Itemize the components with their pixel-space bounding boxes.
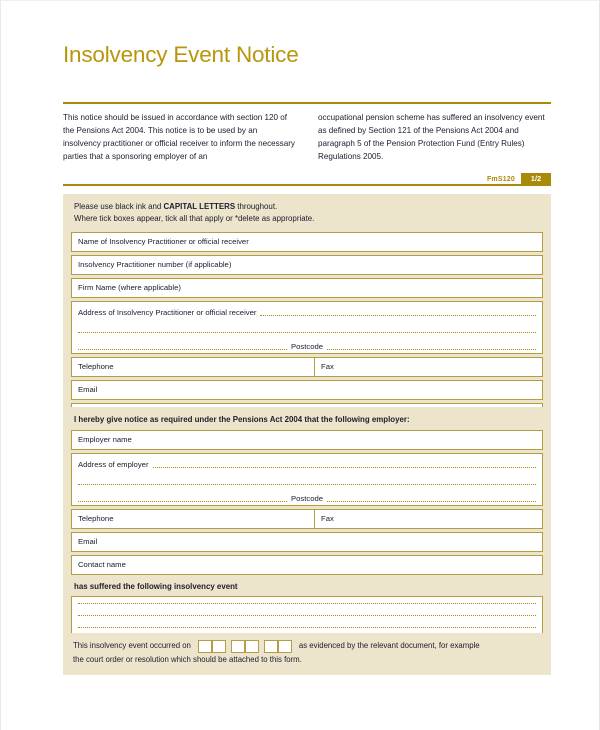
page-content: [63, 1, 551, 730]
practitioner-panel: [63, 194, 551, 431]
field-label: Firm Name (where applicable): [78, 282, 181, 292]
date-day-pair[interactable]: [198, 640, 226, 653]
employer-panel: [63, 407, 551, 650]
date-input-boxes[interactable]: [198, 640, 292, 653]
instruction-suffix: throughout.: [235, 202, 278, 211]
field-label: Employer name: [78, 435, 132, 445]
field-label: Telephone: [78, 361, 114, 371]
write-line: [260, 315, 536, 316]
date-box[interactable]: [231, 640, 245, 653]
write-line: [327, 349, 536, 350]
intro-paragraphs: [63, 111, 551, 163]
form-code-id: FmS120: [486, 176, 515, 183]
write-line: [78, 349, 287, 350]
address-line-2: [78, 471, 536, 488]
field-practitioner-number[interactable]: [71, 255, 543, 275]
insolvency-event-heading: has suffered the following insolvency event: [74, 582, 238, 592]
instruction-line-2: Where tick boxes appear, tick all that apply or *delete as appropriate.: [74, 214, 315, 224]
header-divider-rule: [63, 102, 551, 104]
statement-line-1: [73, 640, 541, 653]
field-label: Fax: [321, 361, 334, 371]
field-label: Name of Insolvency Practitioner or official receiver: [78, 236, 249, 246]
field-telephone[interactable]: [72, 510, 315, 528]
write-line: [78, 332, 536, 333]
instructions-text: [74, 201, 543, 226]
form-page-indicator: 1/2: [521, 173, 551, 185]
date-box[interactable]: [264, 640, 278, 653]
statement-line-2: the court order or resolution which should be attached to this form.: [73, 655, 302, 664]
field-label: Fax: [321, 514, 334, 524]
field-contact-name[interactable]: [71, 555, 543, 575]
event-date-statement: [63, 633, 551, 675]
address-line-2: [78, 319, 536, 336]
field-label: Email: [78, 537, 98, 547]
field-telephone[interactable]: [72, 358, 315, 376]
field-label: Insolvency Practitioner number (if applicable): [78, 259, 232, 269]
date-month-pair[interactable]: [231, 640, 259, 653]
address-line-3: [78, 488, 536, 505]
field-practitioner-address[interactable]: [71, 301, 543, 354]
write-line: [327, 501, 536, 502]
field-employer-address[interactable]: [71, 453, 543, 506]
field-employer-email[interactable]: [71, 532, 543, 552]
field-practitioner-email[interactable]: [71, 380, 543, 400]
field-label: Email: [78, 384, 98, 394]
statement-suffix: as evidenced by the relevant document, for example: [298, 641, 480, 651]
write-line: [78, 501, 287, 502]
write-line: [153, 467, 536, 468]
write-line: [78, 615, 536, 616]
intro-column-left: [63, 111, 296, 163]
write-line: [78, 627, 536, 628]
address-line-1: [78, 454, 536, 471]
postcode-label: Postcode: [290, 494, 324, 504]
write-line: [78, 484, 536, 485]
field-firm-name[interactable]: [71, 278, 543, 298]
section-divider-rule: [63, 184, 551, 186]
field-label: Address of Insolvency Practitioner or official receiver: [78, 307, 257, 317]
date-box[interactable]: [198, 640, 212, 653]
field-employer-telephone-fax[interactable]: [71, 509, 543, 529]
instruction-emphasis: CAPITAL LETTERS: [163, 202, 236, 211]
employer-section-heading: I hereby give notice as required under the Pensions Act 2004 that the following employer:: [74, 415, 410, 424]
address-line-3: [78, 336, 536, 353]
date-box[interactable]: [278, 640, 292, 653]
intro-column-right: [318, 111, 551, 163]
page-title: Insolvency Event Notice: [63, 42, 299, 67]
field-fax[interactable]: [315, 358, 542, 376]
field-label: Address of employer: [78, 460, 149, 470]
field-label: Telephone: [78, 514, 114, 524]
field-employer-name[interactable]: [71, 430, 543, 450]
field-label: Contact name: [78, 560, 126, 570]
postcode-label: Postcode: [290, 341, 324, 351]
date-year-pair[interactable]: [264, 640, 292, 653]
field-practitioner-telephone-fax[interactable]: [71, 357, 543, 377]
address-line-1: [78, 302, 536, 319]
intro-text-left: This notice should be issued in accordance with section 120 of the Pensions Act 2004. This notice is to be used by an insolvency practitioner or official receiver to inform the necessary parties that a sponsoring employer of an: [63, 113, 295, 162]
intro-text-right: occupational pension scheme has suffered an insolvency event as defined by Section 121 of the Pensions Act 2004 and paragraph 5 of the Pension Protection Fund (Entry Rules) Regulations 2005.: [318, 113, 545, 162]
date-box[interactable]: [245, 640, 259, 653]
statement-prefix: This insolvency event occurred on: [73, 641, 191, 651]
write-line: [78, 603, 536, 604]
field-fax[interactable]: [315, 510, 542, 528]
date-box[interactable]: [212, 640, 226, 653]
field-practitioner-name[interactable]: [71, 232, 543, 252]
instruction-prefix: Please use black ink and: [74, 202, 164, 211]
